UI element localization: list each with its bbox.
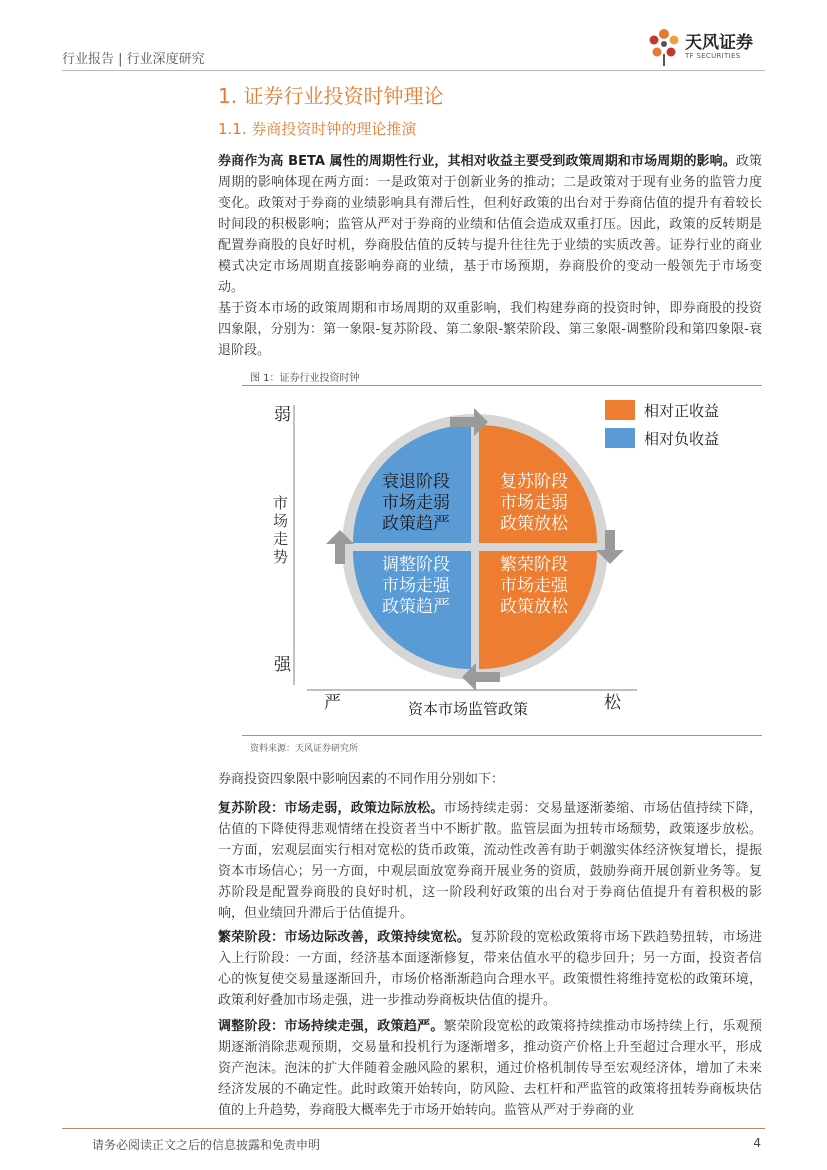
legend-swatch-negative bbox=[605, 428, 635, 448]
tl-line-3: 政策趋严 bbox=[382, 514, 450, 534]
tr-line-3: 政策放松 bbox=[500, 514, 568, 534]
legend-label-positive: 相对正收益 bbox=[644, 402, 720, 420]
brand-name: 天风证券 bbox=[685, 33, 753, 53]
br-line-3: 政策放松 bbox=[500, 597, 568, 617]
figure-title: 图 1：证券行业投资时钟 bbox=[250, 373, 360, 384]
tr-line-1: 复苏阶段 bbox=[500, 472, 568, 492]
tl-line-2: 市场走弱 bbox=[382, 493, 450, 513]
y-axis-label-1: 市 bbox=[273, 494, 289, 512]
paragraph-3: 券商投资四象限中影响因素的不同作用分别如下： bbox=[218, 772, 505, 787]
section-heading: 1. 证券行业投资时钟理论 bbox=[218, 84, 444, 108]
page-number: 4 bbox=[753, 1136, 761, 1150]
paragraph-1-lead: 券商作为高 BETA 属性的周期性行业，其相对收益主要受到政策周期和市场周期的影响。 bbox=[218, 154, 736, 169]
paragraph-6 bbox=[218, 1016, 762, 1121]
y-axis-label-4: 势 bbox=[273, 548, 289, 566]
paragraph-4 bbox=[218, 798, 762, 924]
paragraph-4-body: 市场持续走弱：交易量逐渐萎缩、市场估值持续下降，估值的下降使得悲观情绪在投资者当中不断扩散。监管层面为扭转市场颓势，政策逐步放松。一方面，宏观层面实行相对宽松的货币政策，流动性改善有助于刺激实体经济恢复增长，提振资本市场信心；另一方面，中观层面放宽券商开展业务的资质，鼓励券商开展创新业务等。复苏阶段是配置券商股的良好时机，这一阶段利好政策的出台对于券商估值提升有着积极的影响，但业绩回升滞后于估值提升。 bbox=[218, 801, 762, 921]
paragraph-5-body: 复苏阶段的宽松政策将市场下跌趋势扭转，市场进入上行阶段：一方面，经济基本面逐渐修复，带来估值水平的稳步回升；另一方面，投资者信心的恢复使交易量逐渐回升，市场价格渐渐趋向合理水平。政策惯性将维持宽松的政策环境，政策利好叠加市场走强，进一步推动券商板块估值的提升。 bbox=[218, 930, 762, 1008]
bl-line-1: 调整阶段 bbox=[382, 555, 450, 575]
brand-logo bbox=[645, 24, 765, 68]
x-axis-label: 资本市场监管政策 bbox=[408, 700, 529, 718]
brand-sub: TF SECURITIES bbox=[685, 52, 741, 60]
paragraph-1 bbox=[218, 151, 762, 298]
paragraph-5-lead: 繁荣阶段：市场边际改善，政策持续宽松。 bbox=[218, 930, 471, 945]
tr-line-2: 市场走弱 bbox=[500, 493, 568, 513]
bl-line-2: 市场走强 bbox=[382, 576, 450, 596]
paragraph-1-body: 政策周期的影响体现在两方面：一是政策对于创新业务的推动；二是政策对于现有业务的监管力度变化。政策对于券商的业绩影响具有滞后性，但利好政策的出台对于券商估值的提升有着较长时间段的积极影响；监管从严对于券商的业绩和估值会造成双重打压。因此，政策的反转期是配置券商股的良好时机，券商股估值的反转与提升往往先于业绩的实质改善。证券行业的商业模式决定市场周期直接影响券商的业绩，基于市场预期，券商股价的变动一般领先于市场变动。 bbox=[218, 154, 762, 295]
tl-line-1: 衰退阶段 bbox=[382, 472, 450, 492]
clock-ring bbox=[342, 414, 608, 680]
header-divider bbox=[62, 70, 765, 71]
breadcrumb: 行业报告 | 行业深度研究 bbox=[62, 52, 205, 67]
y-axis-label-2: 场 bbox=[273, 512, 289, 530]
brand-flower-icon bbox=[645, 24, 683, 68]
figure-bottom-rule bbox=[242, 735, 762, 736]
y-axis-top-label: 弱 bbox=[274, 405, 291, 425]
paragraph-2: 基于资本市场的政策周期和市场周期的双重影响，我们构建券商的投资时钟，即券商股的投资四象限，分别为：第一象限-复苏阶段、第二象限-繁荣阶段、第三象限-调整阶段和第四象限-衰退阶段。 bbox=[218, 301, 762, 358]
paragraph-6-body: 繁荣阶段宽松的政策将持续推动市场持续上行，乐观预期逐渐消除悲观预期，交易量和投机行为逐渐增多，推动资产价格上升至超过合理水平，形成资产泡沫。泡沫的扩大伴随着金融风险的累积，通过价格机制传导至宏观经济体，增加了未来经济发展的不确定性。此时政策开始转向，防风险、去杠杆和严监管的政策将扭转券商板块估值的上升趋势，券商股大概率先于市场开始转向。监管从严对于券商的业 bbox=[218, 1019, 762, 1118]
y-axis-label-3: 走 bbox=[273, 530, 289, 548]
footer-divider bbox=[62, 1128, 765, 1129]
bl-line-3: 政策趋严 bbox=[382, 597, 450, 617]
figure-top-rule bbox=[242, 385, 762, 386]
br-line-2: 市场走强 bbox=[500, 576, 568, 596]
paragraph-4-lead: 复苏阶段：市场走弱，政策边际放松。 bbox=[218, 801, 444, 816]
x-axis-left-label: 严 bbox=[324, 693, 341, 713]
investment-clock-diagram bbox=[242, 390, 762, 735]
br-line-1: 繁荣阶段 bbox=[500, 555, 568, 575]
legend-label-negative: 相对负收益 bbox=[644, 430, 720, 448]
legend-swatch-positive bbox=[605, 400, 635, 420]
paragraph-6-lead: 调整阶段：市场持续走强，政策趋严。 bbox=[218, 1019, 444, 1034]
y-axis-bottom-label: 强 bbox=[274, 655, 291, 675]
x-axis-right-label: 松 bbox=[604, 693, 621, 713]
footer-disclaimer: 请务必阅读正文之后的信息披露和免责申明 bbox=[92, 1138, 321, 1152]
figure-source: 资料来源：天风证券研究所 bbox=[250, 744, 359, 754]
subsection-heading: 1.1. 券商投资时钟的理论推演 bbox=[218, 120, 417, 138]
paragraph-5 bbox=[218, 927, 762, 1011]
